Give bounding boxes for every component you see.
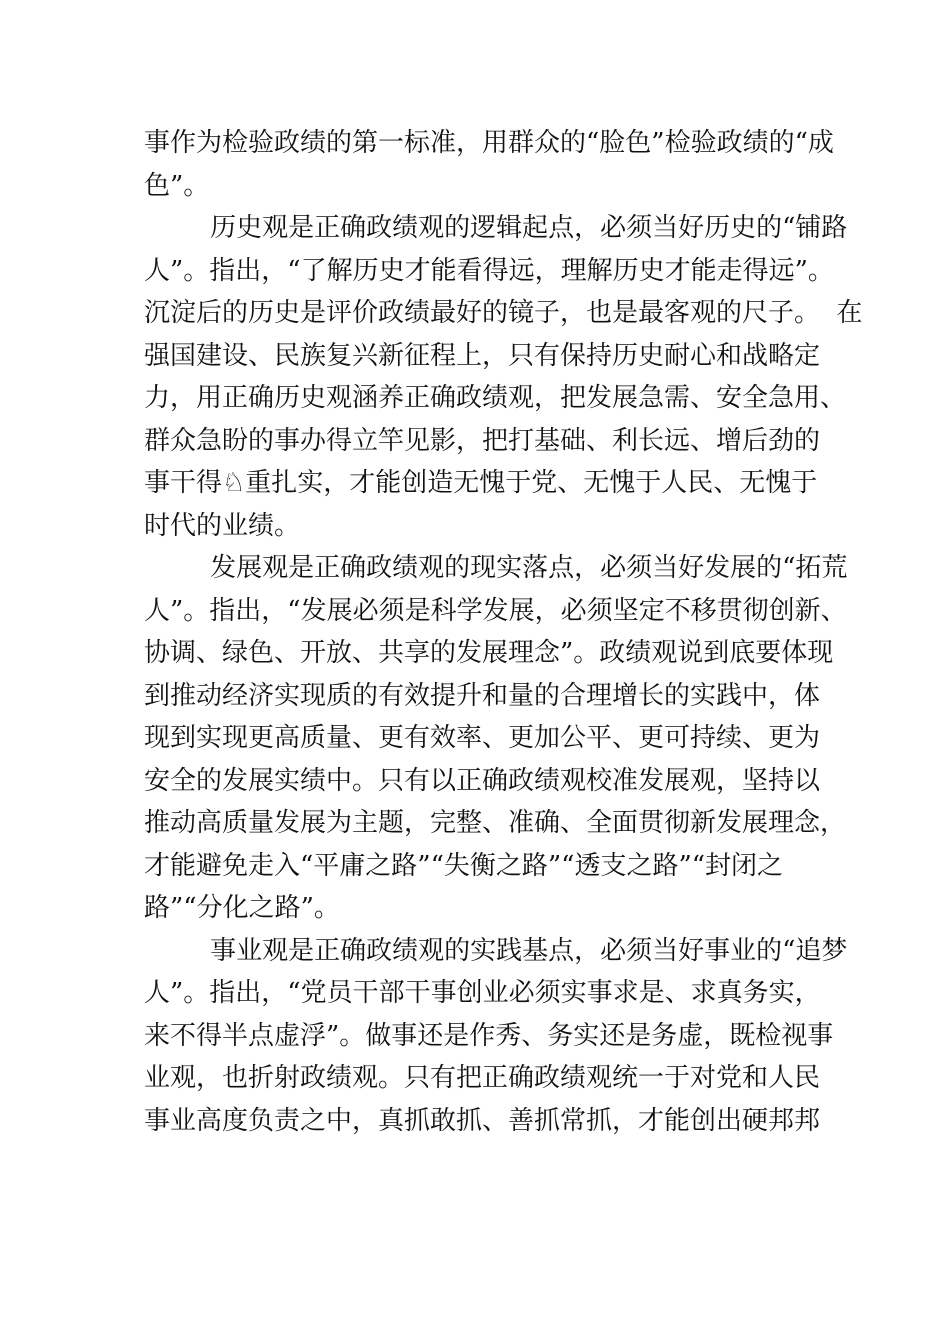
paragraph-career-view: [144, 930, 848, 1143]
text-line: 力，用正确历史观涵养正确政绩观，把发展急需、安全急用、: [144, 383, 847, 413]
text-line: 来不得半点虚浮”。做事还是作秀、务实还是务虚，既检视事: [144, 1020, 834, 1051]
text-line: 事业观是正确政绩观的实践基点，必须当好事业的“追梦: [144, 935, 848, 966]
text-line: 人”。指出，“党员干部干事创业必须实事求是、求真务实，: [144, 978, 821, 1008]
text-line: 强国建设、民族复兴新征程上，只有保持历史耐心和战略定: [144, 340, 821, 371]
text-line: 事干得♘重扎实，才能创造无愧于党、无愧于人民、无愧于: [144, 468, 818, 498]
text-line: 事业高度负责之中，真抓敢抓、善抓常抓，才能创出硬邦邦: [144, 1105, 821, 1136]
text-line: 业观，也折射政绩观。只有把正确政绩观统一于对党和人民: [144, 1063, 821, 1093]
paragraph-development-view: [144, 547, 848, 930]
paragraph-continuation: [144, 122, 834, 207]
text-line: 人”。指出，“发展必须是科学发展，必须坚定不移贯彻创新、: [144, 595, 847, 626]
paragraph-history-view: [144, 207, 863, 547]
text-line: 推动高质量发展为主题，完整、准确、全面贯彻新发展理念，: [144, 808, 847, 838]
document-body: [144, 122, 863, 1142]
text-line: 事作为检验政绩的第一标准，用群众的“脸色”检验政绩的“成: [144, 128, 834, 158]
text-line: 发展观是正确政绩观的现实落点，必须当好发展的“拓荒: [144, 553, 848, 583]
text-line: 安全的发展实绩中。只有以正确政绩观校准发展观，坚持以: [144, 765, 821, 796]
text-line: 到推动经济实现质的有效提升和量的合理增长的实践中，体: [144, 680, 821, 711]
text-line: 现到实现更高质量、更有效率、更加公平、更可持续、更为: [144, 723, 821, 753]
text-line: 沉淀后的历史是评价政绩最好的镜子，也是最客观的尺子。 在: [144, 298, 863, 328]
text-line: 人”。指出，“了解历史才能看得远，理解历史才能走得远”。: [144, 255, 834, 286]
text-line: 历史观是正确政绩观的逻辑起点，必须当好历史的“铺路: [144, 213, 848, 243]
text-line: 路”“分化之路”。: [144, 893, 340, 923]
text-line: 色”。: [144, 170, 210, 201]
text-line: 协调、绿色、开放、共享的发展理念”。政绩观说到底要体现: [144, 638, 834, 668]
text-line: 才能避免走入“平庸之路”“失衡之路”“透支之路”“封闭之: [144, 850, 784, 881]
text-line: 时代的业绩。: [144, 510, 301, 541]
text-line: 群众急盼的事办得立竿见影，把打基础、利长远、增后劲的: [144, 425, 821, 456]
